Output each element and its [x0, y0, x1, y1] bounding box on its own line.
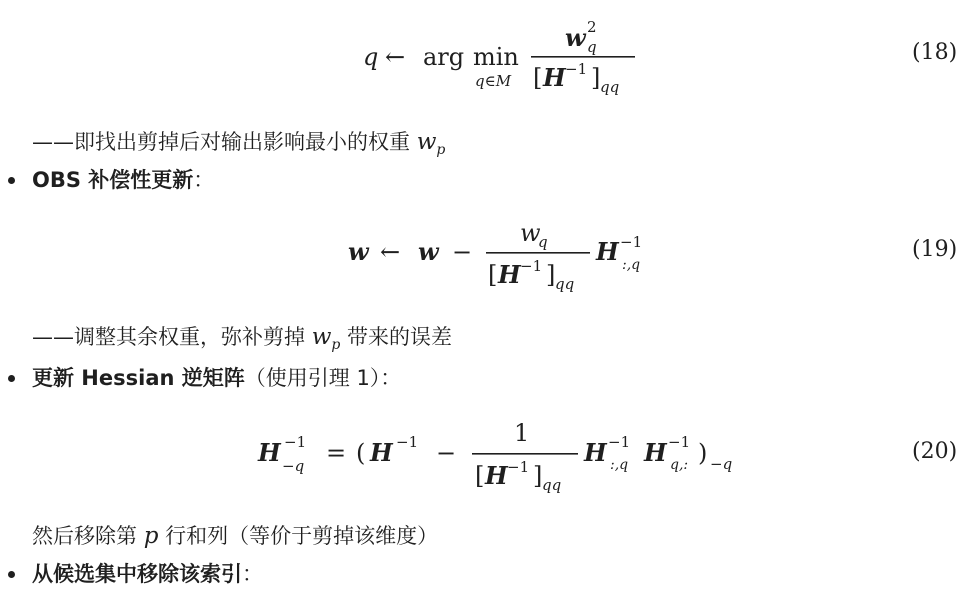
svg-text:←: ←	[380, 238, 401, 266]
bullet-rest: ：	[242, 562, 263, 586]
bullet-title: OBS 补偿性更新	[32, 168, 194, 192]
svg-text:q: q	[587, 38, 597, 56]
svg-text:−1: −1	[284, 433, 307, 451]
svg-text:H: H	[596, 237, 619, 266]
svg-text:qq: qq	[555, 275, 575, 293]
equation-18	[0, 0, 972, 110]
svg-text:←: ←	[385, 43, 406, 71]
svg-text:arg: arg	[423, 43, 465, 71]
svg-text:]: ]	[546, 261, 556, 289]
paragraph-text: 然后移除第	[32, 524, 144, 548]
svg-text:−1: −1	[668, 433, 691, 451]
svg-text:(: (	[356, 439, 366, 467]
paragraph-text: ——调整其余权重，弥补剪掉	[32, 325, 312, 349]
svg-text:−1: −1	[507, 458, 530, 476]
bullet-rest: ：	[193, 168, 215, 192]
svg-text:H: H	[543, 63, 566, 92]
math-sub-p: p	[436, 142, 446, 159]
bullet-item-obs-update	[0, 166, 972, 196]
svg-text:H: H	[644, 438, 667, 467]
svg-text:−: −	[436, 439, 457, 467]
svg-text:H: H	[485, 461, 508, 490]
svg-text:H: H	[498, 260, 521, 289]
paragraph-after-eq19	[32, 323, 452, 359]
math-sub-p: p	[331, 337, 341, 354]
svg-text:[: [	[488, 261, 498, 289]
equation-20-number: (20)	[912, 439, 958, 464]
bullet-rest: （使用引理 1）：	[244, 366, 402, 390]
equation-18-number: (18)	[912, 40, 958, 65]
svg-text:q,:: q,:	[670, 457, 689, 473]
svg-text:−: −	[452, 238, 473, 266]
svg-text:q: q	[538, 233, 548, 251]
equation-18-formula	[355, 10, 655, 105]
svg-text:2: 2	[587, 18, 597, 36]
svg-text:w: w	[348, 237, 369, 266]
svg-text:−q: −q	[710, 455, 733, 473]
svg-text:−1: −1	[565, 60, 588, 78]
svg-text:1: 1	[514, 419, 530, 447]
bullet-title: 从候选集中移除该索引	[32, 562, 242, 586]
svg-text:qq: qq	[600, 78, 620, 96]
svg-text:qq: qq	[542, 476, 562, 494]
svg-text:q: q	[363, 43, 379, 71]
svg-text:−1: −1	[520, 257, 543, 275]
svg-text:w: w	[565, 23, 586, 52]
bullet-dot	[8, 571, 15, 578]
svg-text:H: H	[584, 438, 607, 467]
paragraph-text: ——即找出剪掉后对输出影响最小的权重	[32, 130, 417, 154]
svg-text:H: H	[370, 438, 393, 467]
paragraph-after-eq20	[32, 522, 438, 550]
paragraph-text-suffix: 行和列（等价于剪掉该维度）	[158, 524, 439, 548]
equation-20-formula	[250, 409, 760, 504]
svg-text:H: H	[258, 438, 281, 467]
bullet-title: 更新 Hessian 逆矩阵	[32, 366, 245, 390]
bullet-item-hessian-update	[0, 364, 972, 394]
svg-text:[: [	[533, 64, 543, 92]
equation-19	[0, 205, 972, 305]
bullet-dot	[8, 375, 15, 382]
math-var-w: w	[416, 129, 437, 155]
svg-text:w: w	[418, 237, 439, 266]
math-var-p: p	[143, 523, 159, 549]
svg-text:−1: −1	[608, 433, 631, 451]
svg-text:): )	[698, 439, 708, 467]
equation-20	[0, 405, 972, 505]
math-var-w: w	[311, 324, 332, 350]
svg-text:[: [	[475, 462, 485, 490]
svg-text:]: ]	[533, 462, 543, 490]
svg-text::,q: :,q	[622, 257, 641, 273]
bullet-item-remove-index	[0, 560, 972, 590]
svg-text:−1: −1	[620, 233, 643, 251]
svg-text:q∈M: q∈M	[475, 72, 512, 90]
bullet-dot	[8, 177, 15, 184]
svg-text::,q: :,q	[610, 457, 629, 473]
svg-text:w: w	[520, 219, 541, 247]
paragraph-after-eq18	[32, 128, 445, 164]
equation-19-number: (19)	[912, 237, 958, 262]
svg-text:=: =	[326, 439, 347, 467]
svg-text:−q: −q	[282, 457, 305, 475]
svg-text:]: ]	[591, 64, 601, 92]
equation-19-formula	[340, 207, 670, 302]
paragraph-text-suffix: 带来的误差	[340, 325, 453, 349]
svg-text:−1: −1	[396, 433, 419, 451]
svg-text:min: min	[473, 43, 519, 71]
